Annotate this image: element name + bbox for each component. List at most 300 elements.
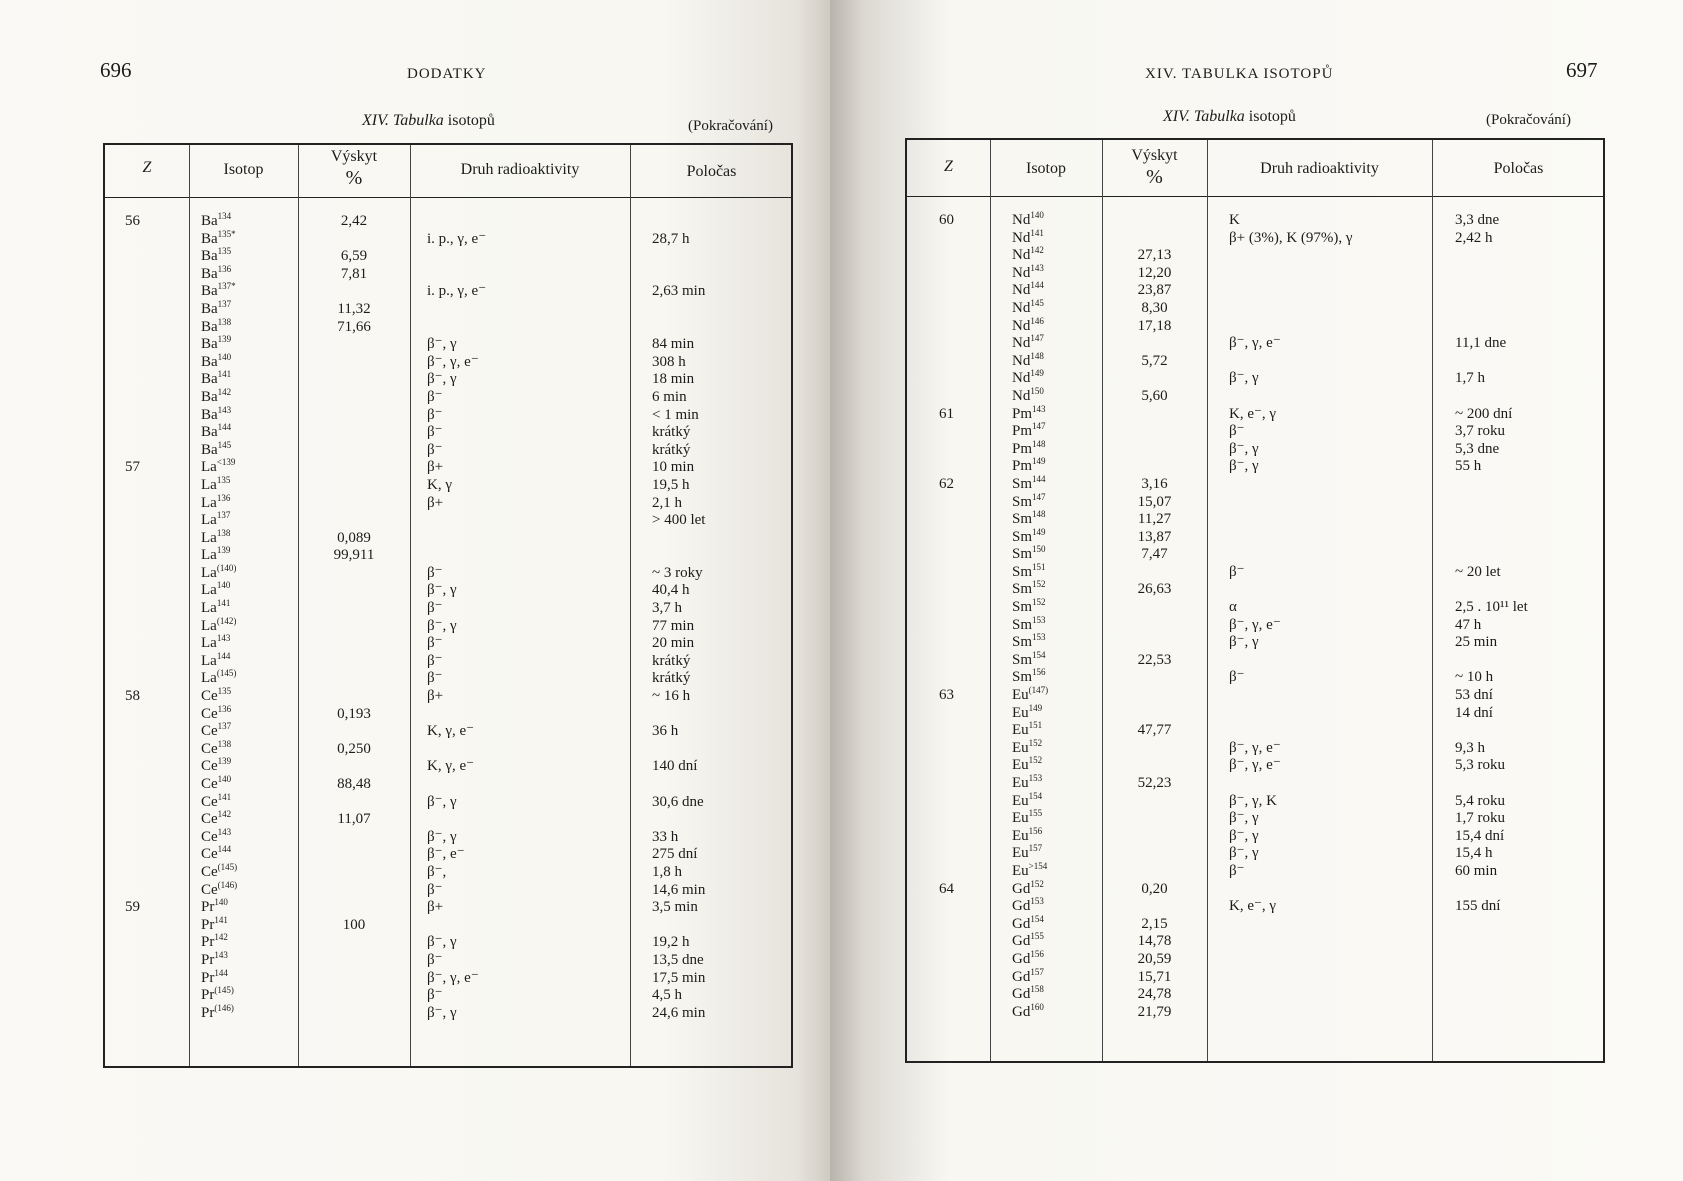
half-life-cell: 13,5 dne — [652, 951, 704, 968]
mass-number: 149 — [1032, 526, 1046, 537]
element-symbol: Pr — [201, 1004, 215, 1021]
isotope-cell — [1012, 561, 1102, 582]
isotope-cell — [201, 670, 296, 688]
half-life-cell — [1455, 969, 1603, 987]
element-symbol: Gd — [1012, 880, 1031, 897]
isotope-cell — [201, 336, 296, 354]
mass-number: 142 — [217, 809, 232, 820]
half-life-cell — [1455, 300, 1603, 318]
half-life-cell: 28,7 h — [652, 230, 690, 247]
mass-number: 157 — [1028, 843, 1043, 854]
half-life-cell: 5,4 roku — [1455, 792, 1505, 809]
half-life-cell: 25 min — [1455, 634, 1498, 651]
abundance-cell — [1102, 335, 1207, 353]
mass-number: 150 — [1030, 385, 1044, 396]
decay-mode-cell: β⁻ — [427, 600, 443, 617]
decay-mode-cell: β⁻, γ, e⁻ — [427, 353, 479, 370]
element-symbol: Nd — [1012, 370, 1031, 387]
abundance-cell — [298, 336, 410, 354]
decay-mode-cell — [427, 213, 627, 231]
abundance-cell — [298, 899, 410, 917]
header-half-life: Poločas — [1493, 160, 1544, 177]
column-rule — [630, 145, 631, 1066]
atomic-number-cell — [939, 634, 979, 652]
decay-mode-cell: β⁻, γ — [1229, 370, 1259, 387]
decay-mode-cell — [1229, 318, 1429, 336]
header-half-life: Poločas — [686, 163, 737, 180]
header-abundance: Výskyt — [330, 148, 378, 165]
abundance-cell — [1102, 863, 1207, 881]
decay-mode-cell — [1229, 969, 1429, 987]
abundance-cell — [298, 970, 410, 988]
header-abundance: Výskyt — [1131, 147, 1178, 164]
abundance-cell: 13,87 — [1137, 528, 1172, 545]
atomic-number-cell — [939, 740, 979, 758]
decay-mode-cell: β⁻, γ, e⁻ — [1229, 757, 1281, 774]
mass-number: 156 — [1032, 667, 1046, 678]
decay-mode-cell: K, γ, e⁻ — [427, 723, 475, 740]
element-symbol: Nd — [1012, 387, 1031, 404]
atomic-number-cell: 62 — [939, 475, 954, 492]
decay-mode-cell: β⁻, γ, e⁻ — [1229, 335, 1281, 352]
element-symbol: Sm — [1012, 651, 1033, 668]
element-symbol: Nd — [1012, 317, 1031, 334]
atomic-number-cell — [125, 618, 165, 636]
mass-number: 135 — [216, 474, 231, 485]
decay-mode-cell: β+ — [427, 899, 444, 916]
abundance-cell: 71,66 — [337, 318, 371, 335]
isotope-cell — [1012, 948, 1102, 969]
atomic-number-cell — [939, 494, 979, 512]
mass-number: 139 — [217, 334, 232, 345]
atomic-number-cell — [939, 757, 979, 775]
isotope-cell — [1012, 775, 1102, 793]
element-symbol: Pr — [201, 916, 215, 933]
isotope-cell — [1012, 913, 1102, 934]
isotope-cell — [1012, 687, 1102, 705]
isotope-cell — [201, 263, 296, 284]
column-rule — [990, 140, 991, 1061]
isotope-cell — [1012, 1001, 1102, 1022]
element-symbol: La — [201, 582, 217, 599]
abundance-cell — [1102, 705, 1207, 723]
half-life-cell: 14,6 min — [652, 881, 706, 898]
element-symbol: Nd — [1012, 212, 1031, 228]
atomic-number-cell — [125, 917, 165, 935]
atomic-number-cell: 57 — [125, 459, 140, 476]
isotope-cell — [201, 791, 296, 812]
mass-number: 145 — [1030, 297, 1044, 308]
decay-mode-cell: β⁻, γ — [1229, 810, 1259, 827]
element-symbol: Gd — [1012, 1003, 1031, 1020]
element-symbol: Ce — [201, 740, 218, 757]
running-head: DODATKY — [407, 66, 487, 82]
isotope-cell — [201, 527, 296, 548]
atomic-number-cell — [939, 318, 979, 336]
isotope-cell — [1012, 511, 1102, 529]
atomic-number-cell — [939, 617, 979, 635]
element-symbol: La — [201, 529, 217, 546]
decay-mode-cell: i. p., γ, e⁻ — [427, 283, 487, 300]
atomic-number-cell — [939, 933, 979, 951]
page-number: 697 — [1566, 58, 1598, 82]
half-life-cell: 15,4 h — [1455, 845, 1493, 862]
half-life-cell: krátký — [652, 670, 691, 687]
mass-number: 153 — [1028, 773, 1043, 783]
isotope-cell — [201, 316, 296, 337]
atomic-number-cell — [125, 530, 165, 548]
atomic-number-cell — [125, 424, 165, 442]
abundance-cell — [298, 424, 410, 442]
element-symbol: Ce — [201, 828, 218, 845]
half-life-cell: 3,5 min — [652, 899, 698, 916]
mass-number: 147 — [1030, 333, 1044, 344]
isotope-cell — [1012, 825, 1102, 846]
caption-rest: isotopů — [447, 112, 495, 129]
decay-mode-cell — [1229, 687, 1429, 705]
atomic-number-cell — [125, 600, 165, 618]
abundance-cell — [1102, 617, 1207, 635]
abundance-cell — [1102, 458, 1207, 476]
caption-word: Tabulka — [392, 112, 444, 129]
half-life-cell — [1455, 581, 1603, 599]
atomic-number-cell — [939, 511, 979, 529]
half-life-cell: 24,6 min — [652, 1004, 706, 1021]
atomic-number-cell — [939, 951, 979, 969]
atomic-number-cell — [939, 969, 979, 987]
continued-label: (Pokračování) — [688, 118, 773, 134]
atomic-number-cell — [125, 283, 165, 301]
column-rule — [189, 145, 190, 1066]
isotope-cell — [1012, 614, 1102, 635]
page-number: 696 — [100, 58, 132, 82]
isotope-cell — [1012, 966, 1102, 987]
isotope-cell — [201, 723, 296, 741]
abundance-cell: 20,59 — [1137, 950, 1172, 967]
z-column — [125, 213, 165, 1022]
atomic-number-cell — [939, 916, 979, 934]
mass-number: 140 — [216, 580, 231, 591]
atomic-number-cell — [939, 564, 979, 582]
running-head: XIV. TABULKA ISOTOPŮ — [1145, 66, 1334, 82]
decay-mode-cell: β⁻, — [427, 863, 447, 880]
element-symbol: Pm — [1012, 405, 1033, 422]
atomic-number-cell — [125, 1005, 165, 1023]
isotope-cell — [1012, 790, 1102, 811]
isotope-cell — [1012, 898, 1102, 916]
isotope-cell — [201, 776, 296, 794]
mass-number: 142 — [217, 386, 232, 397]
element-symbol: Eu — [1012, 810, 1029, 827]
isotope-cell — [201, 228, 296, 249]
isotope-cell — [1012, 878, 1102, 899]
half-life-cell — [1455, 951, 1603, 969]
mass-number: 141 — [217, 369, 232, 380]
mass-number: 149 — [1032, 456, 1046, 467]
abundance-cell — [298, 477, 410, 495]
atomic-number-cell — [125, 811, 165, 829]
half-life-cell — [652, 917, 792, 935]
mass-number: 144 — [217, 422, 232, 433]
abundance-cell: 88,48 — [337, 776, 371, 792]
atomic-number-cell — [939, 300, 979, 318]
abundance-cell: 12,20 — [1137, 264, 1172, 281]
element-symbol: Pr — [201, 899, 215, 916]
isotope-cell — [1012, 423, 1102, 441]
abundance-cell — [298, 565, 410, 583]
atomic-number-cell — [939, 863, 979, 881]
decay-mode-cell — [427, 811, 627, 829]
isotope-cell — [201, 688, 296, 706]
decay-mode-cell: β⁻, e⁻ — [427, 846, 465, 863]
header-isotope: Isotop — [1026, 160, 1066, 177]
decay-mode-cell: β⁻ — [427, 881, 443, 898]
abundance-cell: 15,71 — [1137, 968, 1172, 985]
element-symbol: Ce — [201, 758, 218, 775]
mass-number: 155 — [1028, 808, 1043, 819]
decay-mode-cell: β⁻ — [427, 388, 443, 405]
abundance-cell — [298, 829, 410, 847]
abundance-cell — [298, 442, 410, 460]
abundance-cell: 52,23 — [1137, 775, 1172, 791]
half-life-cell — [1455, 881, 1603, 899]
half-life-cell: 5,3 dne — [1455, 440, 1500, 457]
isotope-cell — [201, 351, 296, 372]
decay-mode-cell: β⁻ — [1229, 563, 1245, 580]
mass-number: 156 — [1028, 825, 1043, 836]
element-symbol: Ba — [201, 213, 218, 229]
abundance-cell: 7,81 — [340, 265, 368, 282]
decay-mode-cell — [427, 741, 627, 759]
decay-mode-cell — [1229, 494, 1429, 512]
atomic-number-cell — [125, 301, 165, 319]
decay-mode-cell — [427, 512, 627, 530]
atomic-number-cell — [939, 353, 979, 371]
half-life-cell: > 400 let — [652, 512, 706, 529]
half-life-cell — [1455, 933, 1603, 951]
mass-number: 140 — [217, 774, 232, 784]
isotope-cell — [201, 826, 296, 847]
atomic-number-cell — [939, 370, 979, 388]
isotope-cell — [1012, 227, 1102, 248]
isotope-cell — [201, 615, 296, 636]
isotope-cell — [1012, 473, 1102, 494]
decay-mode-cell: α — [1229, 599, 1237, 616]
half-life-cell: 20 min — [652, 635, 695, 652]
atomic-number-cell — [939, 845, 979, 863]
decay-mode-cell — [1229, 986, 1429, 1004]
column-rule — [1432, 140, 1433, 1061]
isotope-cell — [201, 600, 296, 618]
isotope-cell — [1012, 810, 1102, 828]
element-symbol: Eu — [1012, 775, 1029, 791]
header-decay: Druh radioaktivity — [460, 161, 580, 178]
element-symbol: La — [201, 476, 217, 493]
decay-mode-cell: β⁻, γ — [427, 582, 457, 599]
element-symbol: Gd — [1012, 986, 1031, 1003]
half-life-cell: 11,1 dne — [1455, 335, 1507, 352]
mass-number: 154 — [1028, 790, 1043, 801]
atomic-number-cell — [125, 547, 165, 565]
half-life-cell — [652, 266, 792, 284]
element-symbol: Eu — [1012, 862, 1029, 879]
half-life-cell: krátký — [652, 441, 691, 458]
abundance-cell — [1102, 634, 1207, 652]
half-life-cell: 14 dní — [1455, 704, 1493, 721]
isotope-cell — [1012, 247, 1102, 265]
element-symbol: Gd — [1012, 915, 1031, 932]
left-page — [0, 0, 830, 1181]
decay-mode-cell: β⁻ — [427, 652, 443, 669]
mass-number: 143 — [216, 633, 231, 644]
half-life-cell: 33 h — [652, 828, 679, 845]
decay-mode-cell: β⁻, γ — [427, 1004, 457, 1021]
half-life-cell — [1455, 775, 1603, 793]
atomic-number-cell — [939, 898, 979, 916]
isotope-cell — [201, 582, 296, 600]
atomic-number-cell — [939, 458, 979, 476]
isotope-table — [103, 143, 793, 1068]
header-rule — [105, 197, 791, 198]
element-symbol: Ce — [201, 846, 218, 863]
mass-number: 137 — [217, 721, 232, 732]
element-symbol: Nd — [1012, 229, 1031, 246]
decay-mode-cell — [427, 301, 627, 319]
decay-mode-cell: β⁻, γ — [1229, 827, 1259, 844]
isotope-cell — [1012, 526, 1102, 547]
abundance-cell — [298, 1005, 410, 1023]
column-rule — [410, 145, 411, 1066]
decay-mode-cell: β⁻, γ — [1229, 845, 1259, 862]
table-caption — [362, 112, 495, 130]
isotope-cell — [201, 562, 296, 583]
atomic-number-cell — [125, 970, 165, 988]
mass-number: 145 — [217, 439, 232, 450]
mass-number: 144 — [1032, 473, 1046, 484]
element-symbol: Ba — [201, 283, 218, 300]
decay-mode-cell: K, e⁻, γ — [1229, 405, 1277, 422]
decay-mode-cell: β⁻, γ, e⁻ — [1229, 616, 1281, 633]
element-symbol: Pm — [1012, 423, 1033, 440]
half-life-cell — [1455, 652, 1603, 670]
atomic-number-cell — [125, 407, 165, 425]
decay-mode-cell: β⁻ — [427, 635, 443, 652]
atomic-number-cell: 58 — [125, 688, 140, 705]
isotope-cell — [1012, 282, 1102, 300]
caption-number: XIV. — [362, 112, 389, 129]
decay-mode-cell — [1229, 476, 1429, 494]
element-symbol: Nd — [1012, 282, 1031, 299]
element-symbol: Eu — [1012, 827, 1029, 844]
half-life-cell: < 1 min — [652, 406, 699, 423]
abundance-cell: 47,77 — [1137, 722, 1172, 739]
abundance-cell — [1102, 845, 1207, 863]
isotope-cell — [1012, 212, 1102, 230]
atomic-number-cell — [125, 829, 165, 847]
abundance-column — [1102, 212, 1207, 1021]
element-symbol: Eu — [1012, 687, 1029, 704]
half-life-cell: 17,5 min — [652, 969, 706, 986]
caption-rest: isotopů — [1248, 108, 1296, 125]
half-life-cell — [1455, 546, 1603, 564]
isotope-cell — [1012, 702, 1102, 723]
atomic-number-cell — [125, 512, 165, 530]
half-life-cell: 140 dní — [652, 758, 698, 775]
element-symbol: La — [201, 494, 217, 511]
isotope-cell — [201, 439, 296, 460]
element-symbol: Eu — [1012, 792, 1029, 809]
mass-number: 160 — [1030, 1001, 1044, 1012]
abundance-cell — [298, 723, 410, 741]
element-symbol: Eu — [1012, 722, 1029, 739]
abundance-cell — [298, 653, 410, 671]
abundance-cell — [1102, 740, 1207, 758]
header-rule — [907, 196, 1603, 197]
decay-mode-cell — [427, 530, 627, 548]
element-symbol: Ce — [201, 705, 218, 722]
mass-number: 148 — [1032, 438, 1046, 449]
half-life-cell: 1,8 h — [652, 863, 682, 880]
header-abundance-unit: % — [1146, 166, 1163, 188]
isotope-cell — [201, 424, 296, 442]
half-life-cell: 4,5 h — [652, 987, 682, 1004]
abundance-cell: 23,87 — [1137, 282, 1172, 299]
mass-number: 153 — [1032, 632, 1046, 643]
decay-mode-cell: β⁻, γ — [427, 793, 457, 810]
atomic-number-cell: 56 — [125, 213, 140, 229]
atomic-number-cell — [125, 389, 165, 407]
mass-number: 152 — [1030, 878, 1044, 889]
decay-mode-cell: β+ — [427, 688, 444, 705]
mass-number: 154 — [1032, 649, 1046, 660]
half-life-cell — [1455, 476, 1603, 494]
isotope-cell — [1012, 860, 1102, 881]
abundance-cell — [298, 582, 410, 600]
isotope-cell — [1012, 297, 1102, 318]
decay-mode-cell — [1229, 881, 1429, 899]
element-symbol: La — [201, 564, 217, 581]
decay-mode-cell — [1229, 353, 1429, 371]
half-life-cell: 18 min — [652, 371, 695, 388]
element-symbol: Ce — [201, 881, 218, 898]
element-symbol: Nd — [1012, 335, 1031, 352]
atomic-number-cell — [939, 1004, 979, 1022]
decay-mode-cell: β⁻ — [1229, 423, 1245, 440]
atomic-number-cell — [125, 794, 165, 812]
half-life-cell: 30,6 dne — [652, 793, 704, 810]
atomic-number-cell — [125, 758, 165, 776]
half-life-cell — [652, 319, 792, 337]
element-symbol: Ba — [201, 265, 218, 282]
atomic-number-cell: 60 — [939, 212, 954, 228]
atomic-number-cell — [125, 987, 165, 1005]
decay-mode-cell: β⁻, γ, K — [1229, 792, 1278, 809]
isotope-cell — [201, 283, 296, 301]
decay-mode-cell: i. p., γ, e⁻ — [427, 230, 487, 247]
atomic-number-cell — [125, 635, 165, 653]
half-life-cell — [652, 530, 792, 548]
decay-mode-cell: β⁻, γ — [427, 336, 457, 353]
half-life-cell: 5,3 roku — [1455, 757, 1505, 774]
decay-mode-cell — [1229, 529, 1429, 547]
decay-mode-cell — [1229, 705, 1429, 723]
isotope-cell — [1012, 757, 1102, 775]
isotope-cell — [201, 650, 296, 671]
abundance-cell: 15,07 — [1137, 493, 1172, 510]
element-symbol: La — [201, 617, 217, 634]
decay-mode-cell — [427, 248, 627, 266]
element-symbol: Sm — [1012, 616, 1033, 633]
